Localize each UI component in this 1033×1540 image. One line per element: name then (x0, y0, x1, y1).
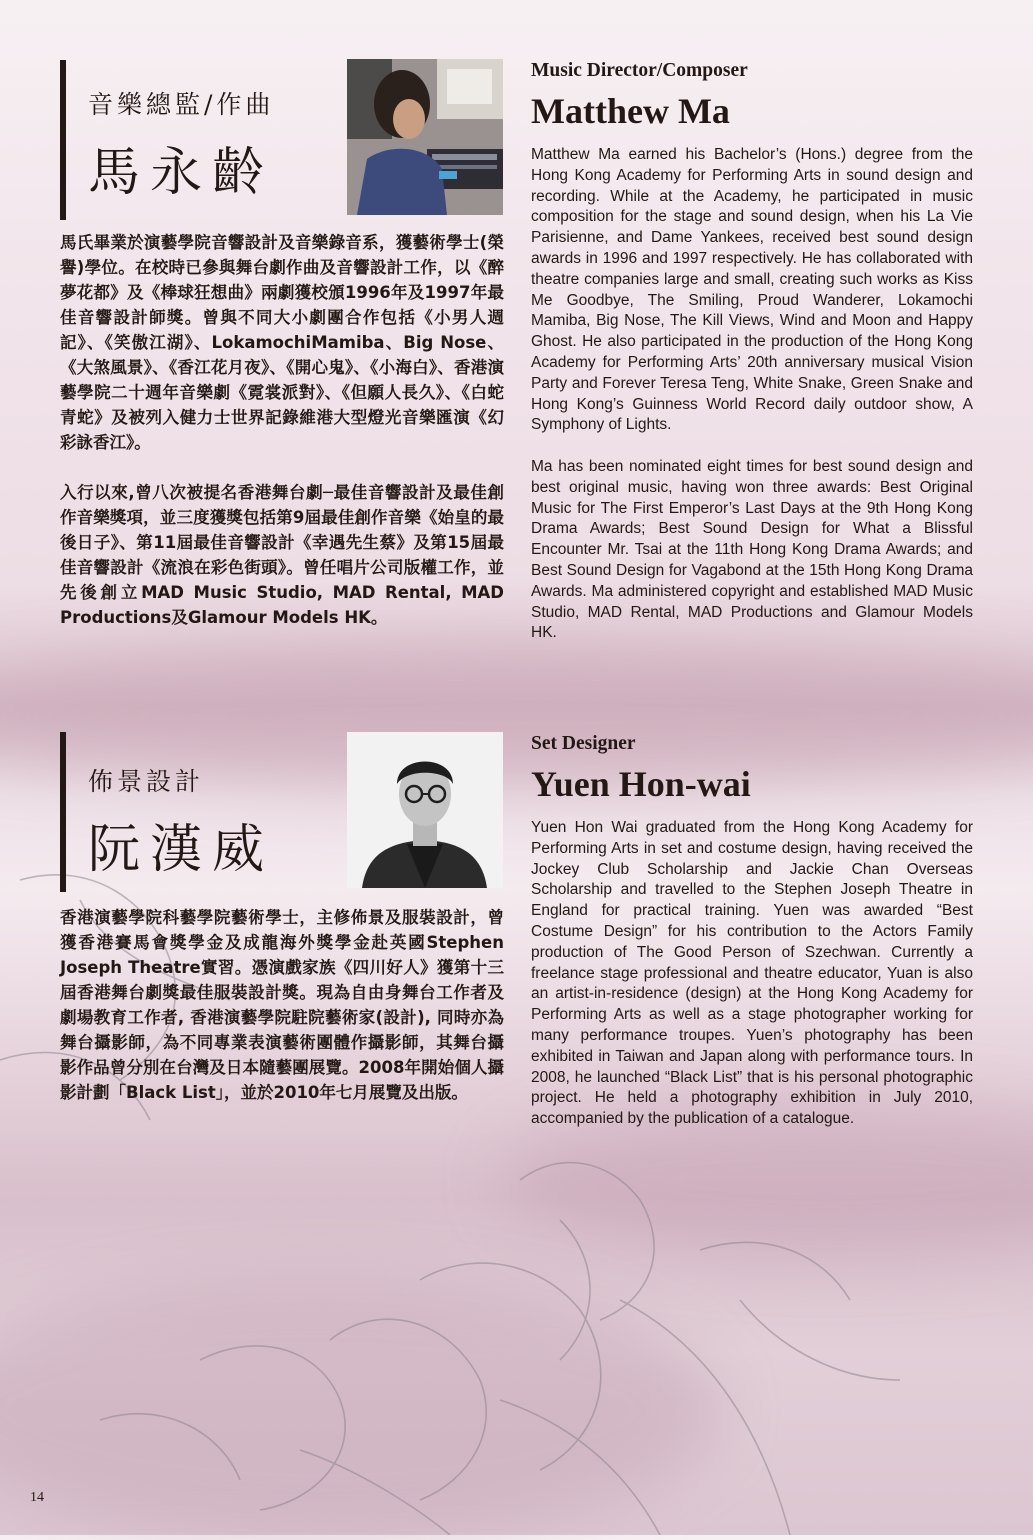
zh-role-title: 佈景設計 (88, 767, 205, 796)
zh-bio-paragraph: 入行以來,曾八次被提名香港舞台劇─最佳音響設計及最佳創作音樂獎項，並三度獲獎包括第9屆最佳創作音樂《始皇的最後日子》、第11屆最佳音響設計《幸遇先生蔡》及第15屆最佳音響設計《流浪在彩色街頭》。曾任唱片公司版權工作，並先後創立MAD Music Studio, MAD Rental, MAD Productions及Glamour Models HK。 (60, 483, 504, 627)
ink-wash (0, 1280, 720, 1540)
zh-heading-block (60, 732, 330, 892)
zh-biography (60, 905, 504, 1130)
en-person-name: Matthew Ma (531, 91, 730, 131)
en-biography (531, 145, 973, 665)
zh-biography (60, 230, 504, 655)
en-biography (531, 818, 973, 1151)
en-bio-paragraph: Yuen Hon Wai graduated from the Hong Kong Academy for Performing Arts in set and costume design, having received the Jockey Club Scholarship and Jackie Chan Overseas Scholarship and travelled to the Stephen Joseph Theatre in England for practical training. Yuen was awarded “Best Costume Design” for his contribution to the Actors Family production of The Good Person of Szechwan. Currently a freelance stage professional and theatre educator, Yuan is also an artist-in-residence (design) at the Hong Kong Academy for Performing Arts as well as a stage photographer working for many performance troupes. Yuen’s photography has been exhibited in Taiwan and Japan along with performance tours. In 2008, he launched “Black List” that is his personal photographic project. He held a photography exhibition in July 2010, accompanied by the publication of a catalogue. (531, 819, 973, 1128)
page-number: 14 (30, 1490, 44, 1505)
heading-accent-bar (60, 60, 66, 220)
en-bio-paragraph: Ma has been nominated eight times for best sound design and best original music, having won three awards: Best Original Music for The First Emperor’s Last Days at the 9th Hong Kong Drama Awards; Best Sound Design for What a Blissful Encounter Mr. Tsai at the 11th Hong Kong Drama Awards; and Best Sound Design for Vagabond at the 15th Hong Kong Drama Awards. Ma administered copyright and established MAD Music Studio, MAD Rental, MAD Productions and Glamour Models HK. (531, 457, 973, 642)
heading-accent-bar (60, 732, 66, 892)
en-person-name: Yuen Hon-wai (531, 764, 751, 804)
portrait-man-with-glasses-photo (347, 732, 503, 888)
en-role-title: Set Designer (531, 733, 636, 754)
zh-bio-paragraph: 馬氏畢業於演藝學院音響設計及音樂錄音系，獲藝術學士(榮譽)學位。在校時已參與舞台劇作曲及音響設計工作，以《醉夢花都》及《棒球狂想曲》兩劇獲校頒1996年及1997年最佳音響設計師獎。曾與不同大小劇團合作包括《小男人週記》、《笑傲江湖》、LokamochiMamiba、Big Nose、《大煞風景》、《香江花月夜》、《開心鬼》、《小海白》、香港演藝學院二十週年音樂劇《霓裳派對》、《但願人長久》、《白蛇青蛇》及被列入健力士世界記錄維港大型燈光音樂匯演《幻彩詠香江》。 (60, 233, 504, 452)
musician-at-mixing-console-photo (347, 59, 503, 215)
zh-person-name: 阮漢威 (88, 820, 275, 880)
en-bio-paragraph: Matthew Ma earned his Bachelor’s (Hons.) degree from the Hong Kong Academy for Performing Arts in sound design and recording. While at the Academy, he participated in music composition for the stage and sound design, when his La Vie Parisienne, and Dame Yankees, received best sound design awards in 1996 and 1997 respectively. He has collaborated with theatre companies large and small, creating such works as Kiss Me Goodbye, The Smiling, Proud Wanderer, Lokamochi Mamiba, Big Nose, The Kill Views, Wind and Moon and Happy Ghost. He also participated in the production of the Hong Kong Academy for Performing Arts’ 20th anniversary musical Vision Party and Forever Teresa Teng, White Snake, Green Snake and Hong Kong’s Guinness World Record daily outdoor show, A Symphony of Lights. (531, 146, 973, 434)
zh-role-title: 音樂總監/作曲 (88, 90, 275, 119)
photo-matthew-ma (347, 59, 503, 215)
en-role-title: Music Director/Composer (531, 60, 748, 81)
photo-yuen-hon-wai (347, 732, 503, 888)
zh-heading-block (60, 60, 330, 220)
zh-person-name: 馬永齡 (88, 143, 275, 203)
zh-bio-paragraph: 香港演藝學院科藝學院藝術學士，主修佈景及服裝設計，曾獲香港賽馬會獎學金及成龍海外獎學金赴英國Stephen Joseph Theatre實習。憑演戲家族《四川好人》獲第十三屆香港舞台劇獎最佳服裝設計獎。現為自由身舞台工作者及劇場教育工作者, 香港演藝學院駐院藝術家(設計), 同時亦為舞台攝影師，為不同專業表演藝術團體作攝影師，其舞台攝影作品曾分別在台灣及日本隨藝團展覽。2008年開始個人攝影計劃「Black List」，並於2010年七月展覽及出版。 (60, 908, 504, 1102)
